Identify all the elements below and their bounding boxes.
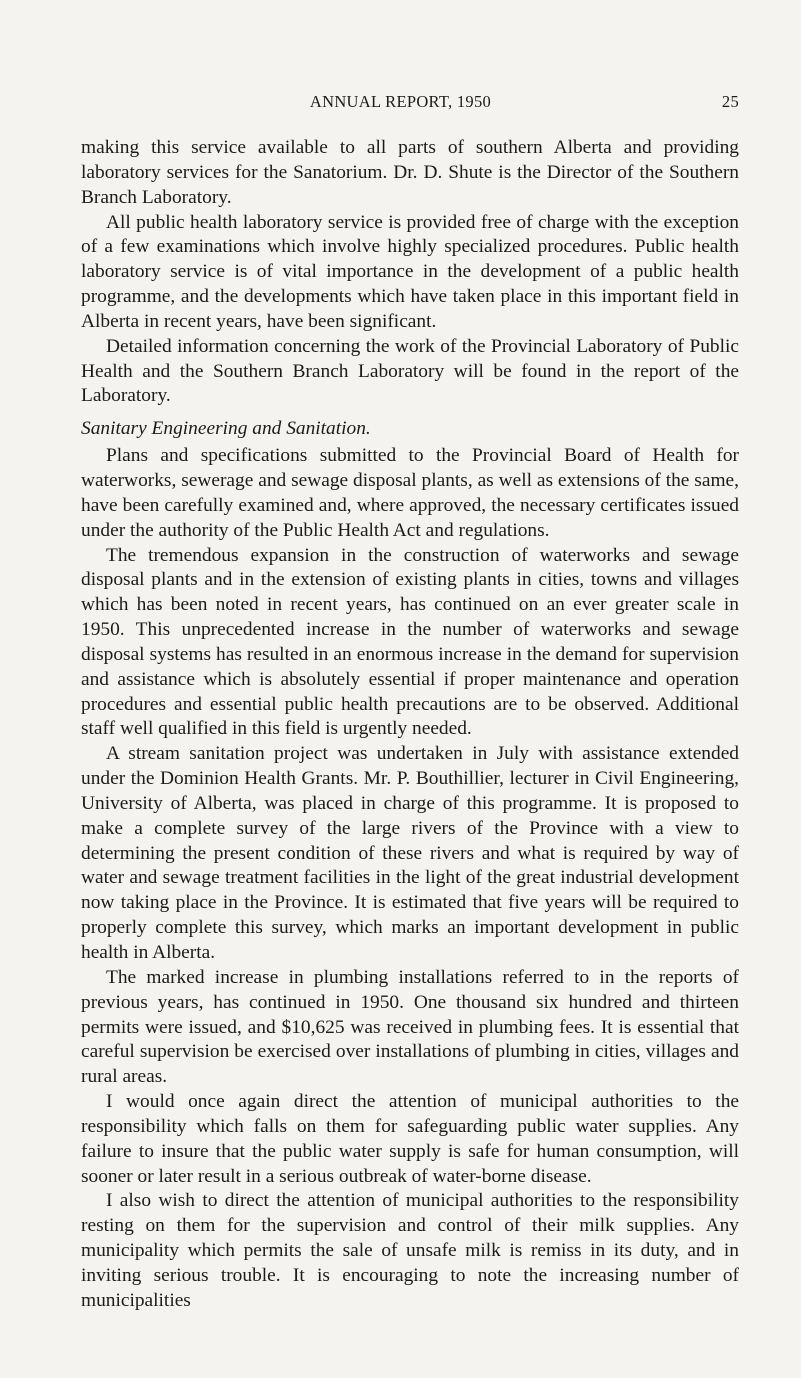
paragraph-stream-sanitation: A stream sanitation project was undertaken in July with assistance extended under the Dominion Health Grants. Mr. P. Bouthillier, lecturer in Civil Engineering, University of Alberta, was placed in charge of this programme. It is proposed to make a complete survey of the large rivers of the Province with a view to determining the present condition of these rivers and what is required by way of water and sewage treatment facilities in the light of the great industrial development now taking place in the Province. It is estimated that five years will be required to properly complete this survey, which marks an important development in public health in Alberta.	[81, 743, 739, 963]
section-heading: Sanitary Engineering and Sanitation.	[81, 418, 371, 440]
paragraph-lab-service: All public health laboratory service is provided free of charge with the exception of a few examinations which involve highly specialized procedures. Public health laboratory service is of vital importance in the development of a public health programme, and the developments which have taken place in this important field in Alberta in recent years, have been significant.	[81, 211, 739, 332]
page-number: 25	[721, 92, 739, 111]
paragraph-water-supplies: I would once again direct the attention of municipal authorities to the responsibility which falls on them for safeguarding public water supplies. Any failure to insure that the public water supply is safe for human consumption, will sooner or later result in a serious outbreak of water-borne disease.	[81, 1091, 739, 1187]
body-text	[81, 136, 739, 1314]
paragraph-lab-report: Detailed information concerning the work of the Provincial Laboratory of Public Health and the Southern Branch Laboratory will be found in the report of the Laboratory.	[81, 335, 739, 407]
paragraph-plans: Plans and specifications submitted to the Provincial Board of Health for waterworks, sewerage and sewage disposal plants, as well as extensions of the same, have been carefully examined and, where approved, the necessary certificates issued under the authority of the Public Health Act and regulations.	[81, 445, 739, 541]
paragraph-expansion: The tremendous expansion in the construction of waterworks and sewage disposal plants and in the extension of existing plants in cities, towns and villages which has been noted in recent years, has continued on an ever greater scale in 1950. This unprecedented increase in the number of waterworks and sewage disposal systems has resulted in an enormous increase in the demand for supervision and assistance which is absolutely essential if proper maintenance and operation procedures and essential public health precautions are to be observed. Additional staff well qualified in this field is urgently needed.	[81, 544, 739, 740]
paragraph-continued: making this service available to all parts of southern Alberta and providing laboratory services for the Sanatorium. Dr. D. Shute is the Director of the Southern Branch Laboratory.	[81, 137, 739, 208]
running-header	[0, 92, 801, 116]
paragraph-milk-supplies: I also wish to direct the attention of municipal authorities to the responsibility resting on them for the supervision and control of their milk supplies. Any municipality which permits the sale of unsafe milk is remiss in its duty, and in inviting serious trouble. It is encouraging to note the increasing number of municipalities	[81, 1190, 739, 1311]
header-title: ANNUAL REPORT, 1950	[309, 92, 492, 111]
paragraph-plumbing: The marked increase in plumbing installations referred to in the reports of previous years, has continued in 1950. One thousand six hundred and thirteen permits were issued, and $10,625 was received in plumbing fees. It is essential that careful supervision be exercised over installations of plumbing in cities, villages and rural areas.	[81, 966, 739, 1088]
